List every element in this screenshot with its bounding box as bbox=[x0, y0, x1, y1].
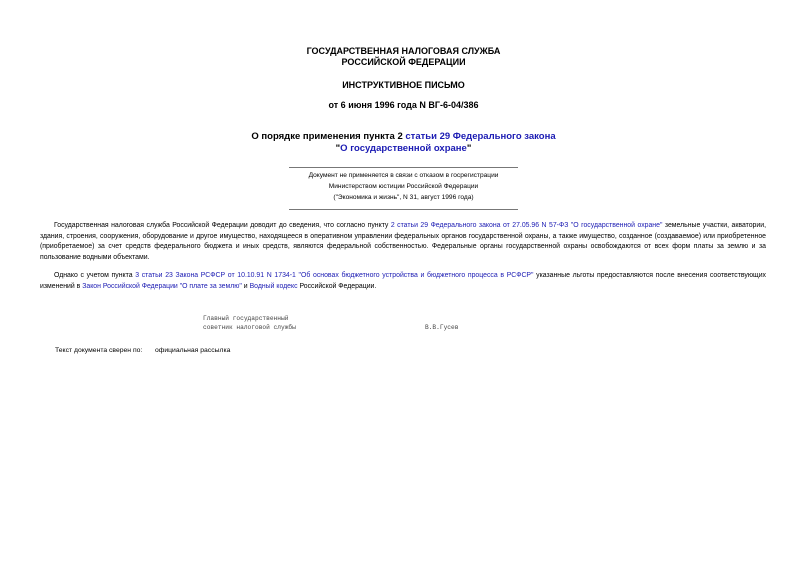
paragraph-1 bbox=[40, 221, 766, 263]
signature-position-line-1: Главный государственный bbox=[203, 315, 289, 322]
para1-link-law-57fz[interactable]: 2 статьи 29 Федерального закона от 27.05.96 N 57-ФЗ "О государственной охране" bbox=[390, 222, 663, 229]
issuer-line-1: ГОСУДАРСТВЕННАЯ НАЛОГОВАЯ СЛУЖБА bbox=[306, 46, 501, 56]
notice-line-3: ("Экономика и жизнь", N 31, август 1996 года) bbox=[333, 194, 474, 201]
document-title bbox=[0, 131, 807, 143]
para2-text-4: Российской Федерации. bbox=[297, 282, 377, 290]
title-link-article-29[interactable]: статьи 29 Федерального закона bbox=[405, 131, 556, 142]
title-quote-open: " bbox=[335, 143, 341, 154]
signature-position-line-2: советник налоговой службы bbox=[203, 324, 296, 331]
para2-text-2: указанные льготы предоставляются после внесения соответствующих изменений в bbox=[40, 272, 766, 290]
para2-text-3: и bbox=[241, 282, 250, 290]
verification-label: Текст документа сверен по: bbox=[55, 347, 143, 354]
para2-link-budget-law[interactable]: 3 статьи 23 Закона РСФСР от 10.10.91 N 1734-1 "Об основах бюджетного устройства и бюджетного процесса в РСФСР" bbox=[135, 272, 534, 279]
verification-value: официальная рассылка bbox=[155, 347, 231, 354]
para2-link-land-payment-law[interactable]: Закон Российской Федерации "О плате за землю" bbox=[82, 282, 242, 290]
title-link-state-protection-law[interactable]: О государственной охране bbox=[340, 143, 467, 154]
notice-bottom-rule bbox=[289, 209, 518, 210]
issuer-line-2: РОССИЙСКОЙ ФЕДЕРАЦИИ bbox=[341, 57, 466, 67]
document-date-number: от 6 июня 1996 года N ВГ-6-04/386 bbox=[328, 100, 479, 110]
title-prefix: О порядке применения пункта 2 bbox=[251, 131, 406, 142]
notice-line-2: Министерством юстиции Российской Федерации bbox=[328, 183, 479, 190]
notice-top-rule bbox=[289, 167, 518, 168]
para2-link-water-code[interactable]: Водный кодекс bbox=[249, 282, 298, 290]
para2-text-1: Однако с учетом пункта bbox=[54, 272, 136, 279]
signature-name: В.В.Гусев bbox=[425, 324, 459, 331]
document-type: ИНСТРУКТИВНОЕ ПИСЬМО bbox=[342, 80, 465, 90]
document-title-line-2 bbox=[0, 143, 807, 155]
para1-text-1: Государственная налоговая служба Российской Федерации доводит до сведения, что согласно пункту bbox=[54, 222, 391, 229]
paragraph-2 bbox=[40, 271, 766, 292]
para1-text-2: земельные участки, акватории, здания, строения, сооружения, оборудование и другое имущество, находящееся в оперативном управлении федеральных органов государственной охраны, а также имущество, созданное (создаваемое) или приобретенное (приобретаемое) за счет средств федерального бюджета и иных средств, являются федеральной собственностью. Федеральные органы государственной охраны освобождаются от всех форм платы за землю и за пользование водными объектами. bbox=[40, 222, 766, 261]
title-quote-close: " bbox=[466, 143, 472, 154]
notice-line-1: Документ не применяется в связи с отказом в госрегистрации bbox=[308, 172, 499, 179]
